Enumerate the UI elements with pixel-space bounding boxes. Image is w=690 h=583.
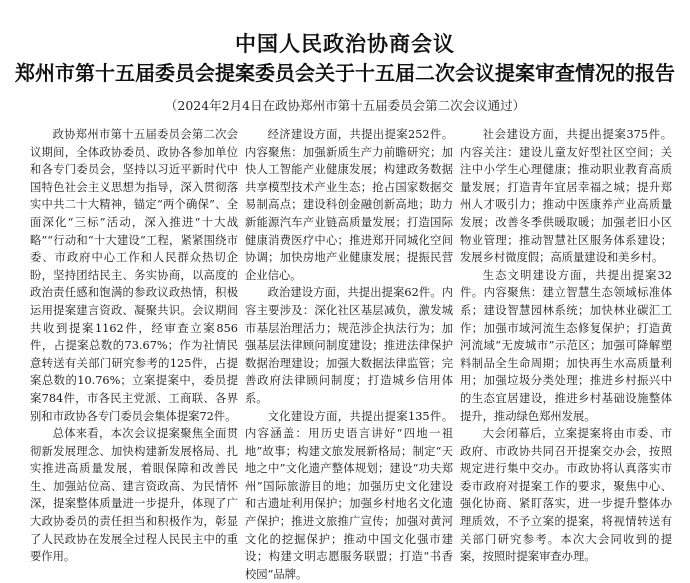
- title-line-2: 郑州市第十五届委员会提案委员会关于十五届二次会议提案审查情况的报告: [0, 57, 690, 86]
- text-column-3: [460, 126, 672, 566]
- paragraph: 生态文明建设方面，共提出提案32件。内容聚焦：建立智慧生态领域标准体系；建设智慧园林系统；加快林业碳汇工作；加强市域河流生态修复保护；打造黄河流域“无废城市”示范区；加强可降解塑料制品全生命周期；加快再生水高质量利用；加强垃圾分类处理；推进乡村振兴中的生态宜居建设，推进乡村基础设施整体提升，推动绿色郑州发展。: [460, 267, 672, 425]
- paragraph: 社会建设方面，共提出提案375件。内容关注：建设儿童友好型社区空间；关注中小学生心理健康；推动职业教育高质量发展；打造青年宜居幸福之城；提升郑州人才吸引力；推动中医康养产业高质量发展；改善冬季供暖取暖；加强老旧小区物业管理；推动智慧社区服务体系建设；发展乡村微度假；高质量建设和美乡村。: [460, 126, 672, 267]
- paragraph: 政协郑州市第十五届委员会第二次会议期间，全体政协委员、政协各参加单位和各专门委员会，坚持以习近平新时代中国特色社会主义思想为指导，深入贯彻落实中共二十大精神，锚定“两个确保”、全面深化“三标”活动，深入推进“十大战略”“行动和“十大建设”工程，紧紧围绕市委、市政府中心工作和人民群众热切企盼，坚持团结民主、务实协商，以高度的政治责任感和饱满的参政议政热情，积极运用提案建言资政、凝聚共识。会议期间共收到提案1162件，经审查立案856件，占提案总数的73.67%；作为社情民意转送有关部门研究参考的125件，占提案总数的10.76%；立案提案中，委员提案784件，市各民主党派、工商联、各界别和市政协各专门委员会集体提案72件。: [30, 126, 238, 425]
- paragraph: 总体来看，本次会议提案聚焦全面贯彻新发展理念、加快构建新发展格局、扎实推进高质量发展，着眼保障和改善民生、加强站位高、建言资政高、为民情怀深，提案整体质量进一步提升，体现了广大政协委员的责任担当和积极作为，彰显了人民政协在发展全过程人民民主中的重要作用。: [30, 425, 238, 566]
- paragraph: 经济建设方面，共提出提案252件。内容聚焦：加强新质生产力前瞻研究；加快人工智能产业健康发展；构建政务数据共享模型技术产业生态；抢占国家数据交易制高点；建设科创金融创新高地；助力新能源汽车产业链高质量发展；打造国际健康消费医疗中心；推进郑开同城化空间协调；加快房地产业健康发展；提振民营企业信心。: [245, 126, 453, 284]
- text-column-1: [30, 126, 238, 566]
- subtitle-date-note: （2024年2月4日在政协郑州市第十五届委员会第二次会议通过）: [0, 96, 690, 114]
- title-line-1: 中国人民政治协商会议: [0, 28, 690, 58]
- paragraph: 大会闭幕后，立案提案将由市委、市政府、市政协共同召开提案交办会，按照规定进行集中交办。市政协将认真落实市委市政府对提案工作的要求，聚焦中心、强化协商、紧盯落实，进一步提升整体办理质效，不予立案的提案，将视情转送有关部门研究参考。本次大会同收到的提案，按照时提案审查办理。: [460, 425, 672, 566]
- paragraph: 文化建设方面，共提出提案135件。内容涵盖：用历史语言讲好“四地一祖地”故事；构建文旅发展新格局；制定“天地之中”文化遗产整体规划；建设“功夫郑州”国际旅游目的地；加强历史文化建设和古遗址利用保护；加强乡村地名文化遗产保护；推进文旅推广宣传；加强对黄河文化的挖掘保护；推动中国文化强市建设；构建文明志愿服务联盟；打造“书香校园”品牌。: [245, 408, 453, 583]
- paragraph: 政治建设方面，共提出提案62件。内容主要涉及：深化社区基层减负，激发城市基层治理活力；规范涉企执法行为；加强基层法律顾问制度建设；推进法律保护数据治理建设；加强大数据法律监管；完善政府法律顾问制度；打造城乡信用体系。: [245, 284, 453, 407]
- text-column-2: [245, 126, 453, 583]
